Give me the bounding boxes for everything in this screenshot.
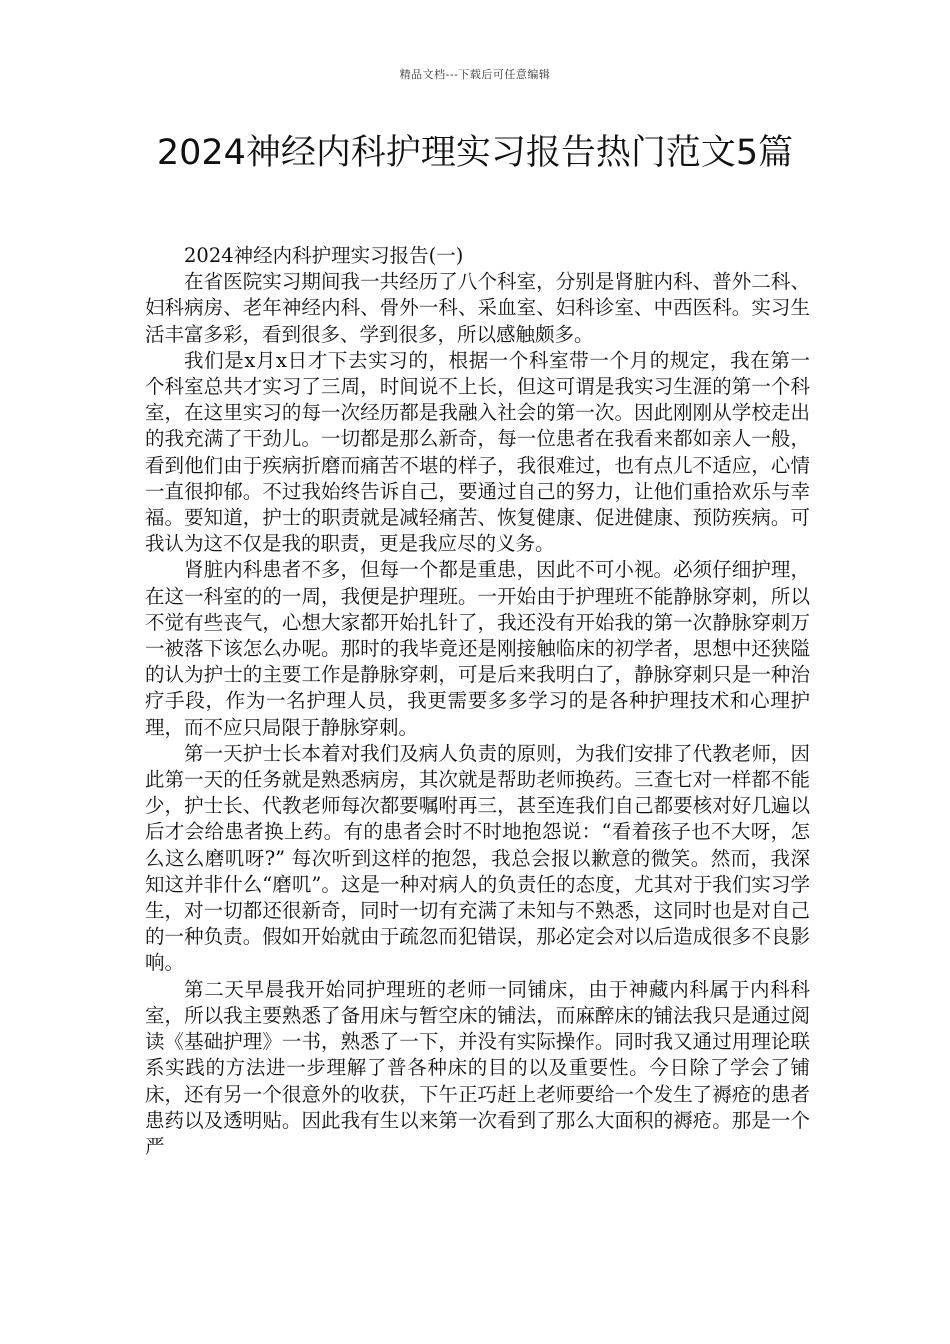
body-paragraph: 第一天护士长本着对我们及病人负责的原则，为我们安排了代教老师，因此第一天的任务就是熟悉病房，其次就是帮助老师换药。三查七对一样都不能少，护士长、代教老师每次都要嘱咐再三，甚至连我们自己都要核对好几遍以后才会给患者换上药。有的患者会时不时地抱怨说：“看着孩子也不大呀，怎么这么磨叽呀?” 每次听到这样的抱怨，我总会报以歉意的微笑。然而，我深知这并非什么“磨叽”。这是一种对病人的负责任的态度，尤其对于我们实习学生，对一切都还很新奇，同时一切有充满了未知与不熟悉，这同时也是对自己的一种负责。假如开始就由于疏忽而犯错误，那必定会对以后造成很多不良影响。 (145, 741, 810, 975)
section-heading: 2024神经内科护理实习报告(一) (184, 244, 464, 267)
document-title: 2024神经内科护理实习报告热门范文5篇 (156, 133, 794, 173)
header-note: 精品文档---下载后可任意编辑 (399, 68, 551, 81)
document-body (145, 243, 810, 1160)
body-paragraph: 第二天早晨我开始同护理班的老师一同铺床，由于神藏内科属于内科科室，所以我主要熟悉了备用床与暂空床的铺法，而麻醉床的铺法我只是通过阅读《基础护理》一书，熟悉了一下，并没有实际操作。同时我又通过用理论联系实践的方法进一步理解了普各种床的目的以及重要性。今日除了学会了铺床，还有另一个很意外的收获，下午正巧赶上老师要给一个发生了褥疮的患者患药以及透明贴。因此我有生以来第一次看到了那么大面积的褥疮。那是一个严 (145, 977, 810, 1158)
body-paragraph: 在省医院实习期间我一共经历了八个科室，分别是肾脏内科、普外二科、妇科病房、老年神经内科、骨外一科、采血室、妇科诊室、中西医科。实习生活丰富多彩，看到很多、学到很多，所以感触颇多。 (145, 270, 810, 346)
body-paragraph: 我们是x月x日才下去实习的，根据一个科室带一个月的规定，我在第一个科室总共才实习了三周，时间说不上长，但这可谓是我实习生涯的第一个科室，在这里实习的每一次经历都是我融入社会的第一次。因此刚刚从学校走出的我充满了干劲儿。一切都是那么新奇，每一位患者在我看来都如亲人一般，看到他们由于疾病折磨而痛苦不堪的样子，我很难过，也有点儿不适应，心情一直很抑郁。不过我始终告诉自己，要通过自己的努力，让他们重拾欢乐与幸福。要知道，护士的职责就是减轻痛苦、恢复健康、促进健康、预防疾病。可我认为这不仅是我的职责，更是我应尽的义务。 (145, 348, 810, 556)
body-paragraph: 肾脏内科患者不多，但每一个都是重患，因此不可小视。必须仔细护理，在这一科室的的一周，我便是护理班。一开始由于护理班不能静脉穿刺，所以不觉有些丧气，心想大家都开始扎针了，我还没有开始我的第一次静脉穿刺万一被落下该怎么办呢。那时的我毕竟还是刚接触临床的初学者，思想中还狭隘的认为护士的主要工作是静脉穿刺，可是后来我明白了，静脉穿刺只是一种治疗手段，作为一名护理人员，我更需要多多学习的是各种护理技术和心理护理，而不应只局限于静脉穿刺。 (145, 558, 810, 739)
